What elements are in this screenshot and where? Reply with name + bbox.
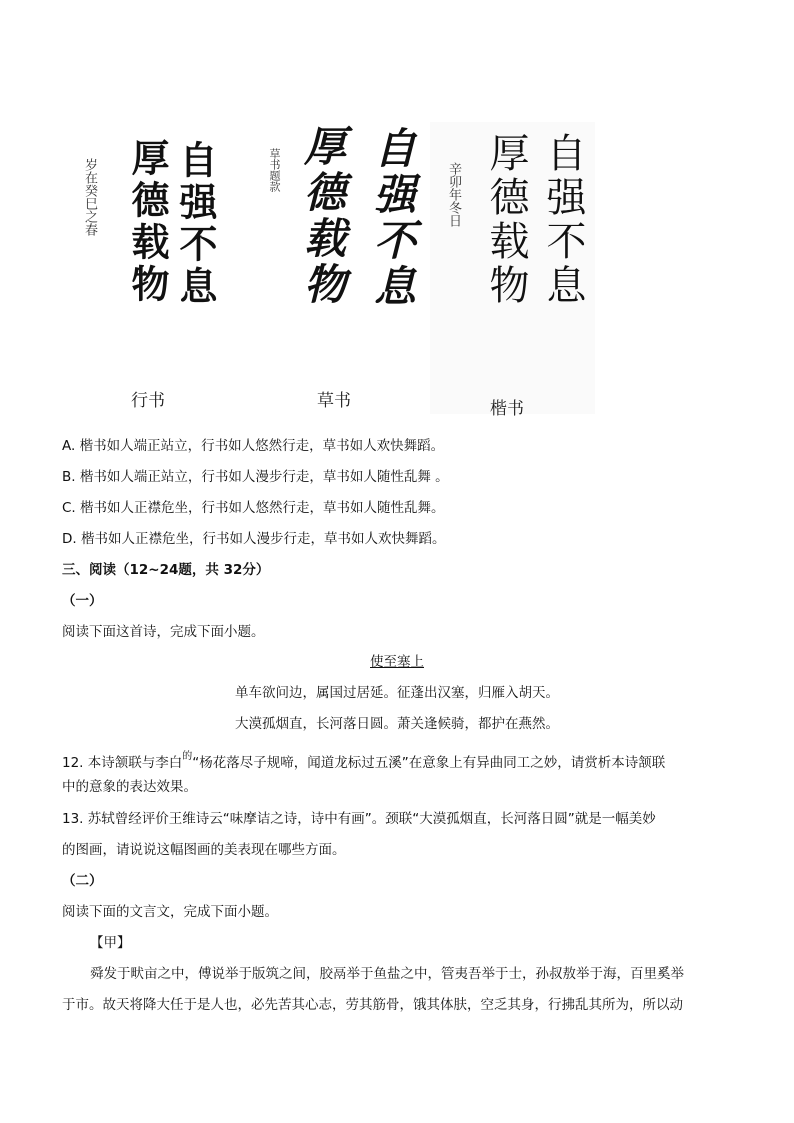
q12-superscript: 的 — [182, 751, 193, 762]
option-c: C. 楷书如人正襟危坐，行书如人悠然行走，草书如人随性乱舞。 — [62, 500, 445, 516]
calligraphy-column: 厚德载物 — [483, 132, 529, 308]
passage-text: 于市。故天将降大任于是人也，必先苦其心志，劳其筋骨，饿其体肤，空乏其身，行拂乱其所为，所以动 — [62, 997, 683, 1013]
instruction: 阅读下面的文言文，完成下面小题。 — [62, 904, 278, 920]
image-caption: 行书 — [131, 391, 165, 411]
question-13-cont: 的图画，请说说这幅图画的美表现在哪些方面。 — [62, 842, 346, 858]
calligraphy-column: 厚德载物 — [125, 138, 170, 306]
passage-text: 舜发于畎亩之中，傅说举于版筑之间，胶鬲举于鱼盐之中，管夷吾举于士，孙叔敖举于海，百里奚举 — [90, 966, 684, 982]
image-caption: 草书 — [317, 391, 351, 411]
poem-line: 单车欲问边，属国过居延。征蓬出汉塞，归雁入胡天。 — [235, 685, 559, 701]
option-b: B. 楷书如人端正站立，行书如人漫步行走，草书如人随性乱舞 。 — [62, 469, 449, 485]
inscription: 岁在癸巳之春 — [82, 158, 97, 236]
option-d: D. 楷书如人正襟危坐，行书如人漫步行走，草书如人欢快舞蹈。 — [62, 531, 446, 547]
instruction: 阅读下面这首诗，完成下面小题。 — [62, 624, 265, 640]
question-12 — [62, 748, 665, 772]
calligraphy-column: 自强不息 — [173, 140, 218, 308]
part-two-label: （二） — [62, 873, 103, 889]
calligraphy-column: 厚德载物 — [298, 124, 347, 308]
passage-label: 【甲】 — [90, 935, 131, 951]
option-a: A. 楷书如人端正站立，行书如人悠然行走，草书如人欢快舞蹈。 — [62, 438, 445, 454]
inscription: 草书题款 — [268, 148, 281, 192]
part-one-label: （一） — [62, 593, 103, 609]
poem-title: 使至塞上 — [370, 654, 424, 670]
q12-text: “杨花落尽子规啼，闻道龙标过五溪”在意象上有异曲同工之妙，请赏析本诗颔联 — [192, 755, 666, 771]
section-heading: 三、阅读（12~24题，共 32分） — [62, 562, 270, 578]
question-13: 13. 苏轼曾经评价王维诗云“味摩诘之诗，诗中有画”。颈联“大漠孤烟直，长河落日圆”就是一幅美妙 — [62, 811, 656, 827]
calligraphy-kaishu-image — [430, 122, 595, 419]
image-caption: 楷书 — [490, 399, 524, 419]
calligraphy-column: 自强不息 — [540, 132, 586, 308]
calligraphy-caoshu-image — [262, 118, 417, 413]
question-12-cont: 中的意象的表达效果。 — [62, 779, 197, 795]
inscription: 辛卯年冬日 — [446, 162, 461, 227]
calligraphy-xingshu-image — [68, 128, 218, 413]
poem-line: 大漠孤烟直，长河落日圆。萧关逢候骑，都护在燕然。 — [235, 716, 559, 732]
q12-text: 12. 本诗颔联与李白 — [62, 755, 183, 771]
calligraphy-column: 自强不息 — [368, 126, 417, 310]
